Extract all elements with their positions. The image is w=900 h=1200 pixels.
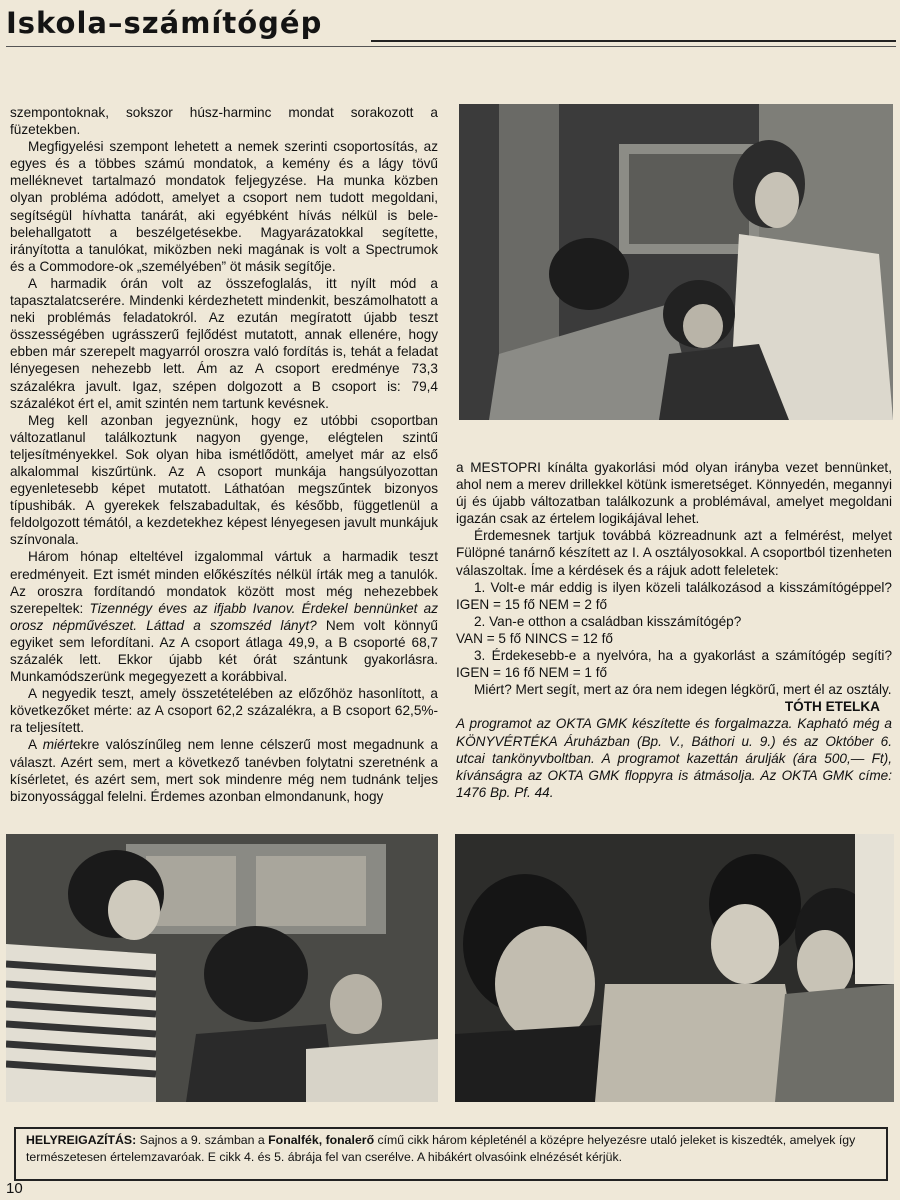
survey-answer-2: VAN = 5 fő NINCS = 12 fő — [456, 630, 613, 646]
notice-text: Sajnos a 9. számban a — [136, 1133, 269, 1147]
text-run: Három hónap elteltével izgalommal vártuk a harmadik teszt eredményeit. Ezt ismét minden előkészítés nélkül írták meg a tanulók. Az oroszra fordítandó mondatok között most még nehezebbek szerepeltek: — [10, 549, 438, 616]
correction-notice — [14, 1127, 888, 1181]
masthead — [6, 6, 896, 48]
paragraph: Meg kell azonban jegyeznünk, hogy ez utóbbi csoportban változatlanul találkoztunk nagyon gyenge, elégtelen szintű teljesítményekkel. Sok olyan hiba ismétlődött, amelyet már az első alkalommal kiszűrtünk. Az A csoport munkája hangsúlyozottan egyenletesebb képet mutatott. Láthatóan megszűntek bizonyos típushibák. A gyerekek felszabadultak, és később, függetlenül a feldolgozott témától, a kezdetekhez képest lényegesen javult munkájuk színvonala. — [10, 412, 438, 548]
survey-question-3: 3. Érdekesebb-e a nyelvóra, ha a gyakorlást a számítógép segíti? IGEN = 16 fő NEM = 1 fő — [456, 648, 892, 681]
photo-illustration — [6, 834, 438, 1102]
author-byline: TÓTH ETELKA — [784, 699, 880, 715]
paragraph: Megfigyelési szempont lehetett a nemek szerinti csoportosítás, az egyes és a többes számú mondatok, a kemény és a lágy tövű melléknevet tartalmazó mondatok feljegyzése. Ha munka közben olyan probléma adódott, amelyet a csoport nem tudott megoldani, segítségül hívhatta tanárát, aki egyébként hívás nélkül is bele-belehallgatott a beszélgetésekbe. Magyarázatokkal segítette, irányította a tanulókat, miközben neki magának is volt a Spectrumok és a Commodore-ok „személyében” öt másik segítője. — [10, 139, 438, 274]
paragraph — [10, 736, 438, 804]
classroom-photo-bottom-right — [455, 834, 894, 1102]
text-run: ekre valószínűleg nem lenne célszerű most megadnunk a választ. Azért sem, mert a következő tanévben folytatni szeretnénk a kísérletet, és azért sem, mert sok mindenre még nem tudnánk teljes bizonyossággal felelni. Érdemes azonban elmondanunk, hogy — [10, 737, 438, 804]
paragraph: a MESTOPRI kínálta gyakorlási mód olyan irányba vezet bennünket, ahol nem a merev drillekkel kötünk ismeretséget. Könnyedén, megannyi új és újabb változatban találkozunk a problémával, amelyet megoldani igazán csak az értelem logikájával lehet. — [456, 460, 892, 527]
survey-question-2: 2. Van-e otthon a családban kisszámítógép? — [474, 613, 742, 629]
masthead-rule-thin — [6, 46, 896, 47]
italic-word: miért — [42, 737, 73, 753]
masthead-rule — [371, 40, 896, 42]
notice-label: HELYREIGAZÍTÁS: — [26, 1133, 137, 1147]
left-column — [10, 104, 438, 805]
page-number: 10 — [6, 1180, 23, 1197]
paragraph: Érdemesnek tartjuk továbbá közreadnunk azt a felmérést, melyet Fülöpné tanárnő készített az I. A osztályosokkal. A csoportból tizenheten válaszoltak. Íme a kérdések és a rájuk adott feleletek: — [456, 528, 892, 578]
classroom-photo-top — [459, 104, 893, 420]
section-title: Iskola–számítógép — [6, 6, 323, 40]
photo-illustration — [455, 834, 894, 1102]
photo-illustration — [459, 104, 893, 420]
example-sentences: Tizennégy éves az ifjabb Ivanov. Érdekel bennünket az orosz népművészet. Láttad a szomszéd lányt? — [10, 600, 438, 633]
text-run: A — [28, 737, 43, 753]
right-column — [456, 459, 892, 801]
program-note: A programot az OKTA GMK készítette és forgalmazza. Kapható még a KÖNYVÉRTÉKA Áruházban (Bp. V., Báthori u. 9.) és az Október 6. utcai tankönyvboltban. A programot kazettán árulják (ára 500,— Ft), kívánságra az OKTA GMK floppyra is átmásolja. Az OKTA GMK címe: 1476 Bp. Pf. 44. — [456, 716, 892, 800]
paragraph: A negyedik teszt, amely összetételében az előzőhöz hasonlított, a következőket mérte: az A csoport 62,2 százalékra, a B csoport 62,5%-ra teljesített. — [10, 686, 438, 736]
notice-text: című cikk három képleténél a középre helyezésre utaló jeleket is kiszedték, amelyek így természetesen értelemzavaróak. E cikk 4. és 5. ábrája fel van cserélve. A hibákért olvasóink elnézését kérjük. — [26, 1133, 856, 1164]
text-run: Nem volt könnyű egyiket sem lefordítani. Az A csoport átlaga 49,9, a B csoporté 68,7 százalék lett. Ekkor újabb két órát szántunk gyakorlásra. Munkamódszerünk megegyezett a korábbival. — [10, 617, 438, 685]
survey-question-1: 1. Volt-e már eddig is ilyen közeli találkozásod a kisszámítógéppel? IGEN = 15 fő NEM = 2 fő — [456, 579, 892, 612]
paragraph: szempontoknak, sokszor húsz-harminc mondat sorakozott a füzetekben. — [10, 105, 438, 138]
paragraph: Miért? Mert segít, mert az óra nem idegen légkörű, mert él az osztály. — [474, 682, 892, 698]
notice-article-title: Fonalfék, fonalerő — [268, 1133, 375, 1147]
paragraph: A harmadik órán volt az összefoglalás, itt nyílt mód a tapasztalatcserére. Mindenki kérdezhetett mindenkit, beszámolhatott a neki problémás feladatokról. Az ezután megíratott újabb teszt összességében ugrásszerű fejlődést mutatott, annak ellenére, hogy ebben már szerepelt magyarról oroszra való fordítás is, tehát a feladat lényegesen nehezebb lett. Ám az A csoport eredménye 73,3 százalékra javult. Igaz, szépen dolgozott a B csoport is: 79,4 százalékot ért el, amit szintén nem tartunk kevésnek. — [10, 275, 438, 411]
classroom-photo-bottom-left — [6, 834, 438, 1102]
paragraph — [10, 548, 438, 685]
